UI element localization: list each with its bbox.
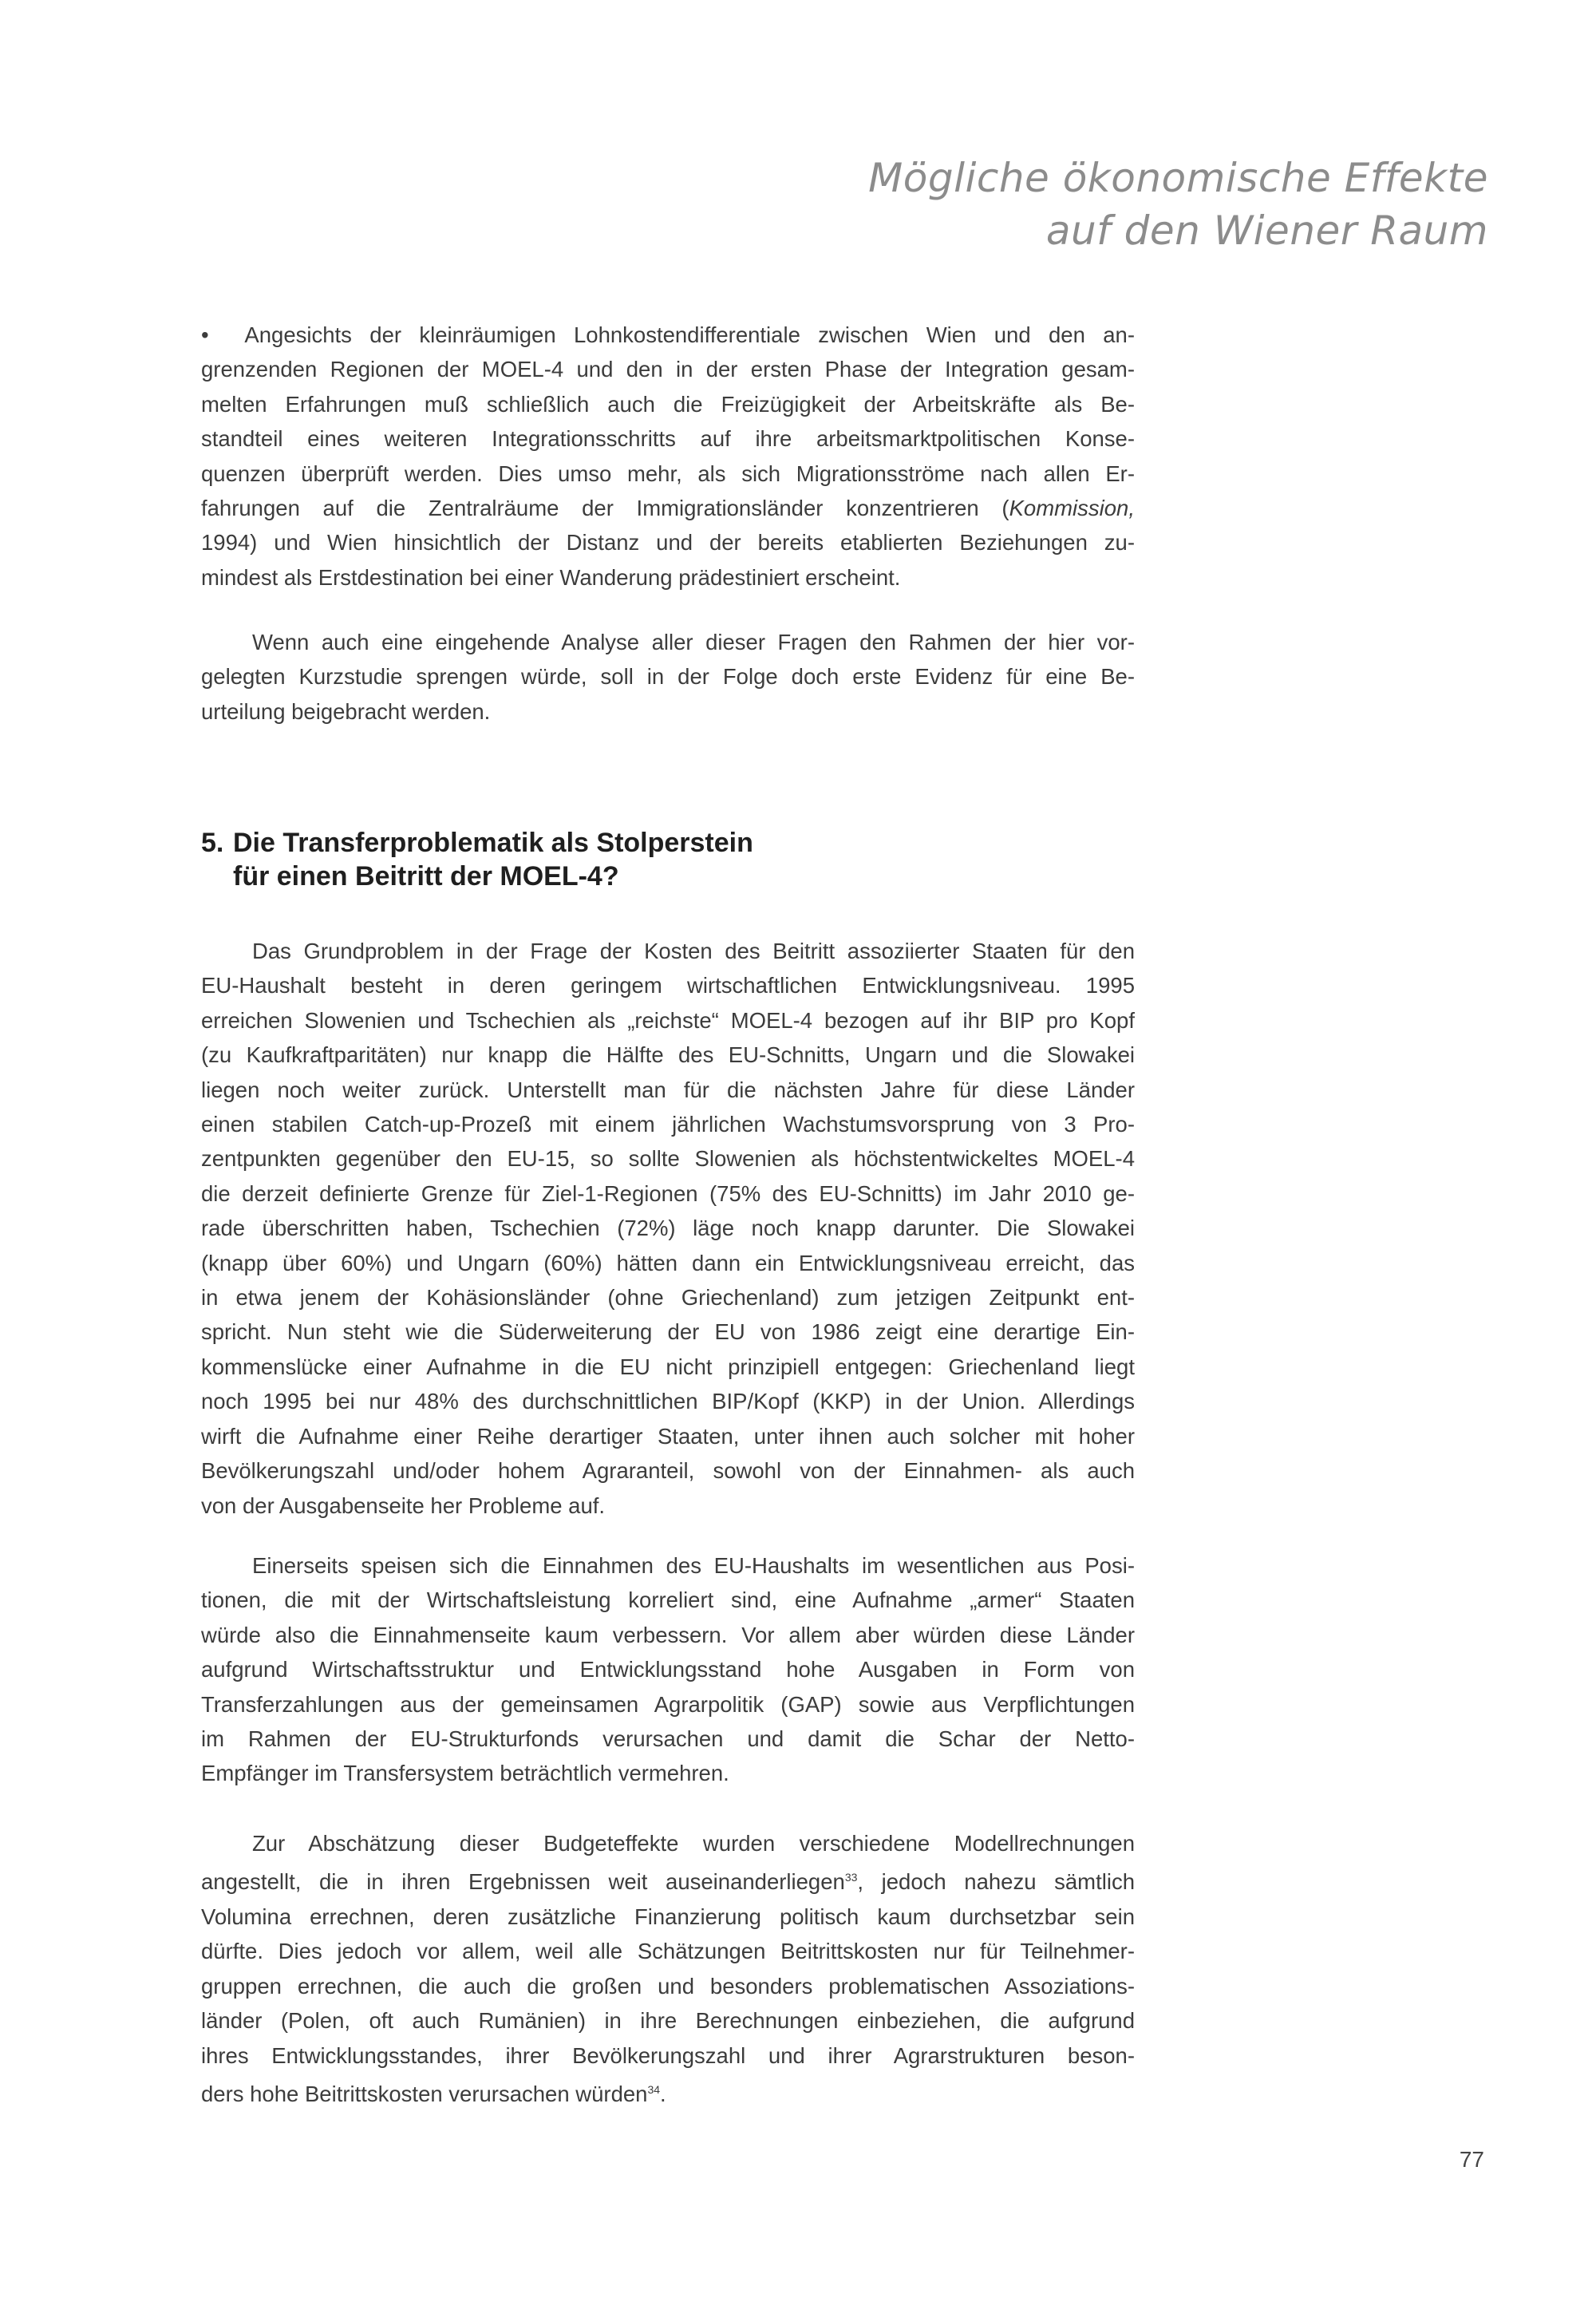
paragraph-line: liegen noch weiter zurück. Unterstellt man für die nächsten Jahre für diese Länder xyxy=(201,1077,1135,1102)
paragraph-line: würde also die Einnahmenseite kaum verbessern. Vor allem aber würden diese Länder xyxy=(201,1622,1135,1647)
bullet-line: standteil eines weiteren Integrationsschritts auf ihre arbeitsmarktpolitischen Konse- xyxy=(201,426,1135,452)
bullet-line: melten Erfahrungen muß schließlich auch die Freizügigkeit der Arbeitskräfte als Be- xyxy=(201,391,1135,417)
bullet-line: • Angesichts der kleinräumigen Lohnkostendifferentiale zwischen Wien und den an- xyxy=(201,322,1135,347)
bullet-line: grenzenden Regionen der MOEL-4 und den in der ersten Phase der Integration gesam- xyxy=(201,357,1135,382)
paragraph-line: dürfte. Dies jedoch vor allem, weil alle Schätzungen Beitrittskosten nur für Teilnehmer- xyxy=(201,1939,1135,1964)
bullet-paragraph xyxy=(201,318,1135,595)
paragraph-line: Einerseits speisen sich die Einnahmen des EU-Haushalts im wesentlichen aus Posi- xyxy=(252,1553,1135,1578)
bullet-line: 1994) und Wien hinsichtlich der Distanz und der bereits etablierten Beziehungen zu- xyxy=(201,530,1135,556)
running-header xyxy=(868,152,1488,257)
paragraph-line: kommenslücke einer Aufnahme in die EU nicht prinzipiell entgegen: Griechenland liegt xyxy=(201,1354,1135,1379)
paragraph-line: aufgrund Wirtschaftsstruktur und Entwicklungsstand hohe Ausgaben in Form von xyxy=(201,1657,1135,1682)
paragraph-line: tionen, die mit der Wirtschaftsleistung korreliert sind, eine Aufnahme „armer“ Staaten xyxy=(201,1587,1135,1613)
bullet-marker: • xyxy=(201,322,209,347)
paragraph-line: spricht. Nun steht wie die Süderweiterung der EU von 1986 zeigt eine derartige Ein- xyxy=(201,1319,1135,1345)
paragraph-line: im Rahmen der EU-Strukturfonds verursachen und damit die Schar der Netto- xyxy=(201,1726,1135,1752)
bullet-line: mindest als Erstdestination bei einer Wanderung prädestiniert erscheint. xyxy=(201,564,901,590)
paragraph-line: Zur Abschätzung dieser Budgeteffekte wurden verschiedene Modellrechnungen xyxy=(252,1831,1135,1856)
paragraph-line: Empfänger im Transfersystem beträchtlich vermehren. xyxy=(201,1761,729,1786)
paragraph-line: Volumina errechnen, deren zusätzliche Finanzierung politisch kaum durchsetzbar sein xyxy=(201,1904,1135,1929)
paragraph-line: erreichen Slowenien und Tschechien als „reichste“ MOEL-4 bezogen auf ihr BIP pro Kopf xyxy=(201,1007,1135,1033)
paragraph-line: in etwa jenem der Kohäsionsländer (ohne Griechenland) zum jetzigen Zeitpunkt ent- xyxy=(201,1285,1135,1311)
paragraph-line: urteilung beigebracht werden. xyxy=(201,698,491,724)
bullet-line: fahrungen auf die Zentralräume der Immigrationsländer konzentrieren (Kommission, xyxy=(201,496,1135,521)
section-title-line-2: für einen Beitritt der MOEL-4? xyxy=(233,861,619,892)
footnote-ref-34[interactable]: 34 xyxy=(647,2083,661,2096)
paragraph-line: ihres Entwicklungsstandes, ihrer Bevölkerungszahl und ihrer Agrarstrukturen beson- xyxy=(201,2042,1135,2068)
paragraph-line: zentpunkten gegenüber den EU-15, so sollte Slowenien als höchstentwickeltes MOEL-4 xyxy=(201,1146,1135,1172)
paragraph xyxy=(201,1548,1135,1791)
paragraph xyxy=(201,934,1135,1523)
running-header-line-1: Mögliche ökonomische Effekte xyxy=(868,155,1488,201)
paragraph-line: wirft die Aufnahme einer Reihe derartiger Staaten, unter ihnen auch solcher mit hoher xyxy=(201,1423,1135,1449)
paragraph-line: (knapp über 60%) und Ungarn (60%) hätten dann ein Entwicklungsniveau erreicht, das xyxy=(201,1250,1135,1275)
bullet-line: quenzen überprüft werden. Dies umso mehr, als sich Migrationsströme nach allen Er- xyxy=(201,461,1135,486)
paragraph-line: gelegten Kurzstudie sprengen würde, soll in der Folge doch erste Evidenz für eine Be- xyxy=(201,664,1135,690)
paragraph-line: ders hohe Beitrittskosten verursachen würden$^{34}$. xyxy=(201,2082,666,2107)
paragraph-line: angestellt, die in ihren Ergebnissen weit auseinanderliegen$^{33}$, jedoch nahezu sämtlich xyxy=(201,1869,1135,1895)
paragraph-line: rade überschritten haben, Tschechien (72%) läge noch knapp darunter. Die Slowakei xyxy=(201,1216,1135,1241)
running-header-line-2: auf den Wiener Raum xyxy=(1045,208,1488,254)
paragraph-line: gruppen errechnen, die auch die großen und besonders problematischen Assoziations- xyxy=(201,1973,1135,1999)
paragraph-line: noch 1995 bei nur 48% des durchschnittlichen BIP/Kopf (KKP) in der Union. Allerdings xyxy=(201,1389,1135,1414)
paragraph-line: Wenn auch eine eingehende Analyse aller dieser Fragen den Rahmen der hier vor- xyxy=(252,630,1135,654)
paragraph-line: Transferzahlungen aus der gemeinsamen Agrarpolitik (GAP) sowie aus Verpflichtungen xyxy=(201,1691,1135,1717)
paragraph xyxy=(201,1826,1135,2112)
paragraph xyxy=(201,625,1135,729)
paragraph-line: Bevölkerungszahl und/oder hohem Agraranteil, sowohl von der Einnahmen- als auch xyxy=(201,1458,1135,1484)
paragraph-line: einen stabilen Catch-up-Prozeß mit einem jährlichen Wachstumsvorsprung von 3 Pro- xyxy=(201,1112,1135,1137)
section-heading xyxy=(201,826,753,893)
citation: Kommission, xyxy=(1009,496,1135,521)
paragraph-line: von der Ausgabenseite her Probleme auf. xyxy=(201,1493,606,1518)
paragraph-line: EU-Haushalt besteht in deren geringem wirtschaftlichen Entwicklungsniveau. 1995 xyxy=(201,973,1135,998)
section-title-line-1: Die Transferproblematik als Stolperstein xyxy=(233,828,753,858)
paragraph-line: die derzeit definierte Grenze für Ziel-1-Regionen (75% des EU-Schnitts) im Jahr 2010 ge- xyxy=(201,1180,1135,1206)
paragraph-line: länder (Polen, oft auch Rumänien) in ihre Berechnungen einbeziehen, die aufgrund xyxy=(201,2008,1135,2034)
footnote-ref-33[interactable]: 33 xyxy=(844,1871,858,1884)
section-number: 5. xyxy=(201,828,224,858)
paragraph-line: (zu Kaufkraftparitäten) nur knapp die Hälfte des EU-Schnitts, Ungarn und die Slowakei xyxy=(201,1042,1135,1068)
page-number: 77 xyxy=(1459,2147,1484,2172)
paragraph-line: Das Grundproblem in der Frage der Kosten des Beitritt assoziierter Staaten für den xyxy=(252,939,1135,963)
